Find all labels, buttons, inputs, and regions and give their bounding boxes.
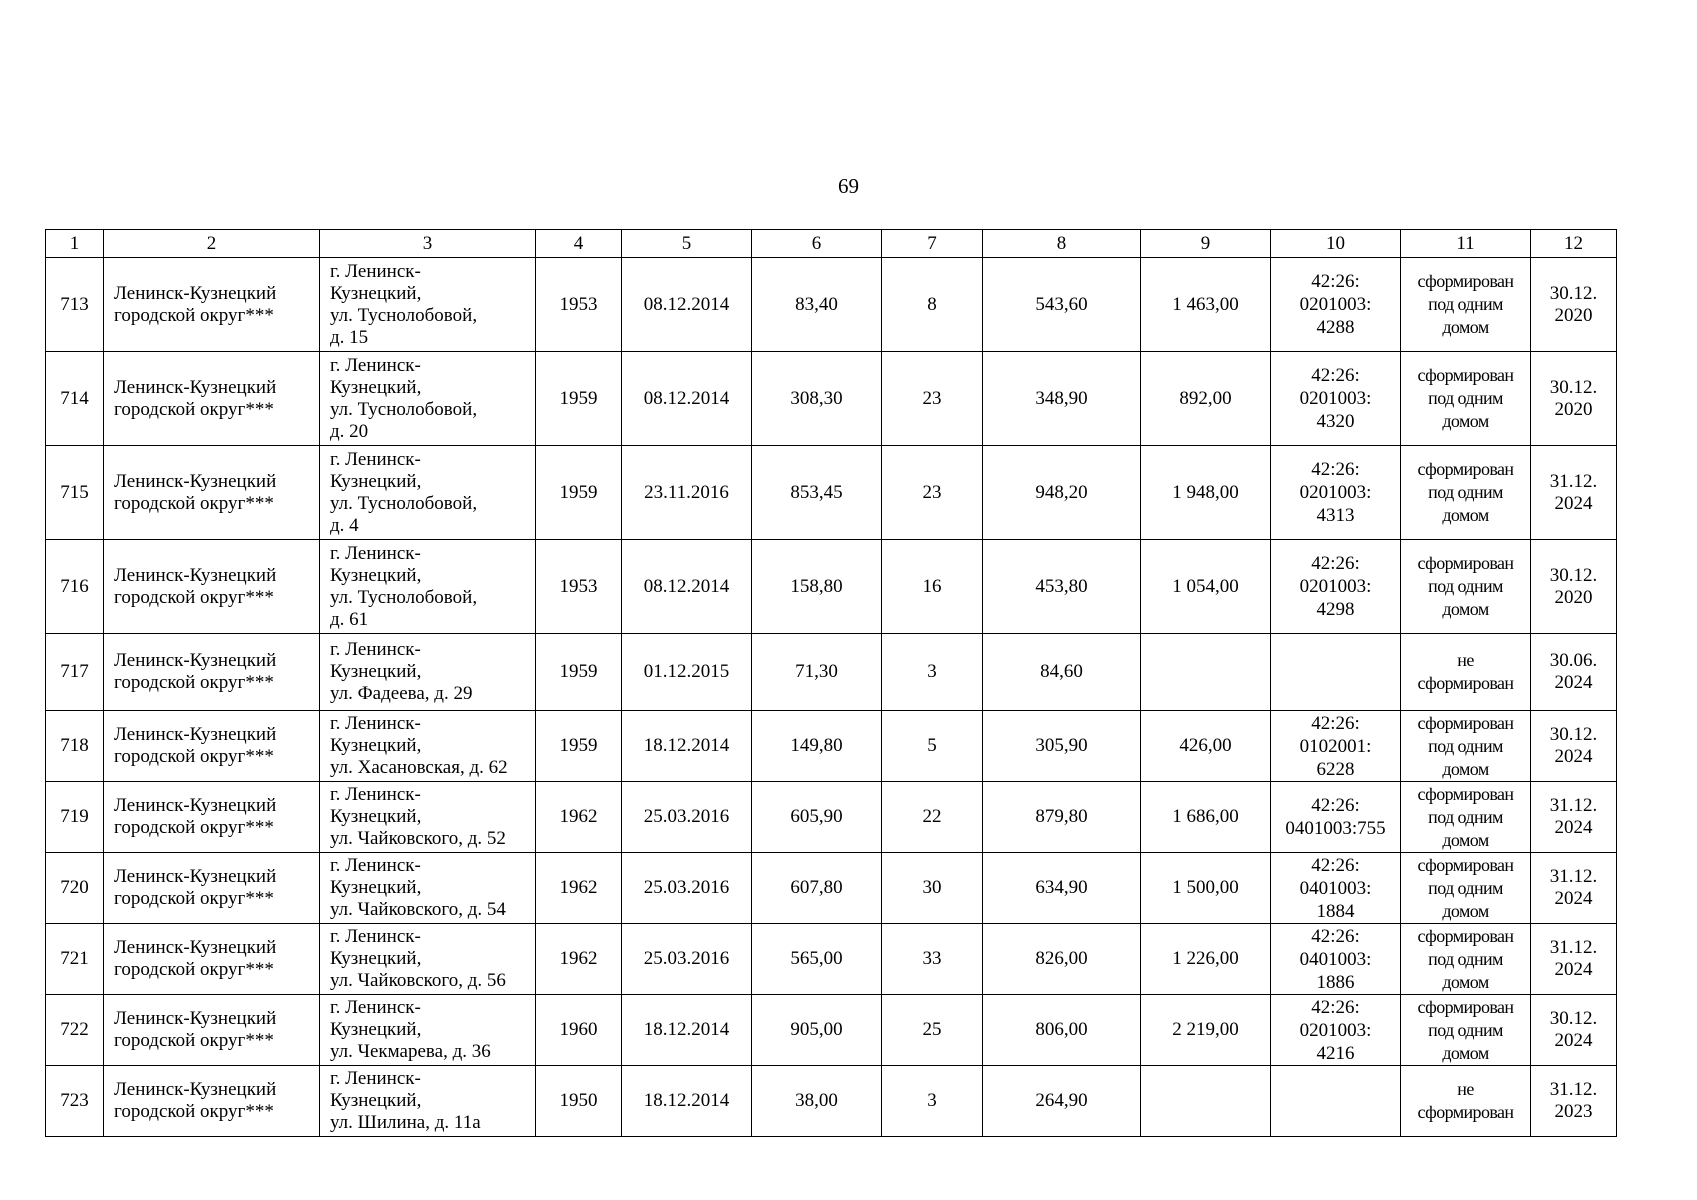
column-header: 9 <box>1141 230 1271 258</box>
deadline-line: 2024 <box>1554 492 1593 514</box>
address-line: д. 15 <box>330 326 369 348</box>
address-line: Кузнецкий, <box>330 806 422 827</box>
table-row <box>46 352 1617 446</box>
land-status-cell <box>1401 924 1531 995</box>
cadastral-line: 42:26: <box>1311 712 1360 734</box>
row-number-cell: 713 <box>46 258 104 352</box>
address-line: д. 4 <box>330 514 359 536</box>
date-cell: 25.03.2016 <box>622 853 752 924</box>
status-line: под одним <box>1428 948 1503 969</box>
status-line: сформирован <box>1417 459 1514 479</box>
address-line: ул. Туснолобовой, <box>330 304 478 326</box>
row-number-cell: 717 <box>46 634 104 711</box>
land-status-cell <box>1401 258 1531 352</box>
cadastral-line: 0201003: <box>1299 482 1372 503</box>
column-9-cell: 892,00 <box>1141 352 1271 446</box>
cadastral-number-cell <box>1271 782 1401 853</box>
municipality-line: Ленинск-Кузнецкий <box>114 937 277 958</box>
status-line: не <box>1457 650 1474 670</box>
address-line: г. Ленинск- <box>330 855 421 876</box>
municipality-line: городской округ*** <box>114 817 274 838</box>
cadastral-line: 0401003: <box>1299 948 1372 970</box>
row-number-cell: 723 <box>46 1066 104 1137</box>
deadline-line: 2020 <box>1554 398 1593 420</box>
date-cell: 18.12.2014 <box>622 1066 752 1137</box>
cadastral-number-cell <box>1271 446 1401 540</box>
status-line: сформирован <box>1417 365 1514 385</box>
column-7-cell: 23 <box>882 352 983 446</box>
column-8-cell: 634,90 <box>983 853 1141 924</box>
row-number-cell: 722 <box>46 995 104 1066</box>
address-cell <box>320 995 536 1066</box>
column-9-cell: 1 500,00 <box>1141 853 1271 924</box>
column-9-cell <box>1141 1066 1271 1137</box>
cadastral-number-cell <box>1271 711 1401 782</box>
municipality-line: Ленинск-Кузнецкий <box>114 650 277 671</box>
row-number-cell: 720 <box>46 853 104 924</box>
municipality-line: Ленинск-Кузнецкий <box>114 1079 277 1100</box>
deadline-cell <box>1531 446 1617 540</box>
land-status-cell <box>1401 352 1531 446</box>
column-9-cell: 426,00 <box>1141 711 1271 782</box>
status-line: под одним <box>1428 482 1503 502</box>
status-line: под одним <box>1428 294 1503 314</box>
date-cell: 18.12.2014 <box>622 995 752 1066</box>
deadline-cell <box>1531 352 1617 446</box>
deadline-line: 2024 <box>1554 888 1593 909</box>
address-line: г. Ленинск- <box>330 542 421 564</box>
table-row <box>46 1066 1617 1137</box>
address-line: ул. Туснолобовой, <box>330 492 478 514</box>
deadline-cell <box>1531 1066 1617 1137</box>
land-status-cell <box>1401 1066 1531 1137</box>
cadastral-number-cell <box>1271 634 1401 711</box>
cadastral-line: 0102001: <box>1299 735 1372 757</box>
cadastral-line: 42:26: <box>1311 925 1360 947</box>
deadline-line: 30.06. <box>1549 650 1598 671</box>
municipality-line: городской округ*** <box>114 586 274 608</box>
column-9-cell: 1 686,00 <box>1141 782 1271 853</box>
cadastral-line: 4313 <box>1316 505 1355 526</box>
column-9-cell <box>1141 634 1271 711</box>
year-cell: 1953 <box>536 258 622 352</box>
address-cell <box>320 446 536 540</box>
address-line: г. Ленинск- <box>330 639 421 660</box>
column-number-row <box>46 230 1617 258</box>
address-line: д. 61 <box>330 608 369 630</box>
row-number-cell: 721 <box>46 924 104 995</box>
column-header: 11 <box>1401 230 1531 258</box>
cadastral-line: 0201003: <box>1299 294 1372 315</box>
municipality-line: Ленинск-Кузнецкий <box>114 724 277 745</box>
municipality-line: городской округ*** <box>114 1030 274 1051</box>
municipality-line: Ленинск-Кузнецкий <box>114 470 277 492</box>
cadastral-line: 6228 <box>1316 758 1355 780</box>
deadline-line: 2020 <box>1554 304 1593 326</box>
column-6-cell: 607,80 <box>752 853 882 924</box>
column-8-cell: 264,90 <box>983 1066 1141 1137</box>
municipality-line: Ленинск-Кузнецкий <box>114 795 277 816</box>
year-cell: 1962 <box>536 782 622 853</box>
address-line: ул. Чайковского, д. 54 <box>330 899 506 920</box>
column-9-cell: 1 054,00 <box>1141 540 1271 634</box>
address-line: г. Ленинск- <box>330 926 421 947</box>
land-status-cell <box>1401 782 1531 853</box>
cadastral-line: 1884 <box>1316 900 1355 922</box>
column-8-cell: 543,60 <box>983 258 1141 352</box>
column-header: 7 <box>882 230 983 258</box>
address-line: Кузнецкий, <box>330 1090 422 1111</box>
deadline-line: 2020 <box>1554 586 1593 608</box>
municipality-cell <box>104 711 320 782</box>
cadastral-line: 0201003: <box>1299 388 1372 409</box>
address-line: г. Ленинск- <box>330 448 421 470</box>
column-8-cell: 948,20 <box>983 446 1141 540</box>
address-line: г. Ленинск- <box>330 354 421 376</box>
date-cell: 08.12.2014 <box>622 352 752 446</box>
address-line: г. Ленинск- <box>330 997 421 1018</box>
address-line: Кузнецкий, <box>330 948 422 969</box>
address-line: г. Ленинск- <box>330 260 421 282</box>
deadline-line: 31.12. <box>1549 795 1598 816</box>
column-header: 2 <box>104 230 320 258</box>
table-row <box>46 258 1617 352</box>
deadline-cell <box>1531 711 1617 782</box>
status-line: под одним <box>1428 388 1503 408</box>
column-7-cell: 23 <box>882 446 983 540</box>
status-line: под одним <box>1428 1019 1503 1040</box>
status-line: под одним <box>1428 576 1503 596</box>
cadastral-line: 0401003:755 <box>1285 818 1386 839</box>
row-number-cell: 715 <box>46 446 104 540</box>
address-line: ул. Туснолобовой, <box>330 586 478 608</box>
column-header: 10 <box>1271 230 1401 258</box>
municipality-line: городской округ*** <box>114 1101 274 1122</box>
date-cell: 01.12.2015 <box>622 634 752 711</box>
address-line: ул. Хасановская, д. 62 <box>330 757 508 778</box>
status-line: домом <box>1442 758 1489 779</box>
table-row <box>46 782 1617 853</box>
municipality-cell <box>104 995 320 1066</box>
address-cell <box>320 258 536 352</box>
address-line: г. Ленинск- <box>330 713 421 734</box>
column-6-cell: 149,80 <box>752 711 882 782</box>
cadastral-number-cell <box>1271 995 1401 1066</box>
year-cell: 1962 <box>536 853 622 924</box>
deadline-line: 30.12. <box>1549 724 1598 745</box>
address-cell <box>320 924 536 995</box>
cadastral-line: 42:26: <box>1311 271 1360 292</box>
cadastral-line: 4216 <box>1316 1042 1355 1064</box>
column-7-cell: 5 <box>882 711 983 782</box>
column-6-cell: 905,00 <box>752 995 882 1066</box>
municipality-cell <box>104 782 320 853</box>
land-status-cell <box>1401 711 1531 782</box>
municipality-cell <box>104 352 320 446</box>
deadline-line: 2024 <box>1554 672 1593 693</box>
year-cell: 1959 <box>536 711 622 782</box>
status-line: домом <box>1442 900 1489 921</box>
municipality-cell <box>104 446 320 540</box>
municipality-line: Ленинск-Кузнецкий <box>114 376 277 398</box>
column-8-cell: 453,80 <box>983 540 1141 634</box>
column-7-cell: 33 <box>882 924 983 995</box>
column-8-cell: 826,00 <box>983 924 1141 995</box>
table-row <box>46 853 1617 924</box>
address-cell <box>320 782 536 853</box>
column-6-cell: 83,40 <box>752 258 882 352</box>
column-header: 8 <box>983 230 1141 258</box>
municipality-line: Ленинск-Кузнецкий <box>114 1008 277 1029</box>
column-9-cell: 2 219,00 <box>1141 995 1271 1066</box>
deadline-cell <box>1531 540 1617 634</box>
status-line: сформирован <box>1417 1102 1514 1122</box>
column-6-cell: 853,45 <box>752 446 882 540</box>
municipality-line: городской округ*** <box>114 304 274 326</box>
cadastral-line: 4320 <box>1316 411 1355 432</box>
address-line: ул. Чайковского, д. 56 <box>330 970 506 991</box>
status-line: не <box>1457 1079 1474 1099</box>
table-row <box>46 634 1617 711</box>
municipality-cell <box>104 540 320 634</box>
cadastral-number-cell <box>1271 352 1401 446</box>
deadline-line: 2024 <box>1554 746 1593 767</box>
year-cell: 1959 <box>536 446 622 540</box>
address-line: Кузнецкий, <box>330 877 422 898</box>
deadline-line: 31.12. <box>1549 937 1598 958</box>
date-cell: 08.12.2014 <box>622 258 752 352</box>
cadastral-line: 1886 <box>1316 971 1355 993</box>
table-body <box>46 230 1617 1137</box>
column-9-cell: 1 463,00 <box>1141 258 1271 352</box>
housing-registry-table <box>45 229 1617 1137</box>
status-line: домом <box>1442 599 1489 619</box>
column-header: 1 <box>46 230 104 258</box>
year-cell: 1959 <box>536 634 622 711</box>
status-line: сформирован <box>1417 553 1514 573</box>
address-line: Кузнецкий, <box>330 735 422 756</box>
column-header: 12 <box>1531 230 1617 258</box>
municipality-line: городской округ*** <box>114 888 274 909</box>
deadline-line: 30.12. <box>1549 376 1598 398</box>
year-cell: 1959 <box>536 352 622 446</box>
column-7-cell: 25 <box>882 995 983 1066</box>
deadline-cell <box>1531 995 1617 1066</box>
date-cell: 25.03.2016 <box>622 924 752 995</box>
land-status-cell <box>1401 995 1531 1066</box>
status-line: домом <box>1442 1042 1489 1063</box>
municipality-line: городской округ*** <box>114 492 274 514</box>
column-9-cell: 1 948,00 <box>1141 446 1271 540</box>
cadastral-line: 42:26: <box>1311 365 1360 386</box>
address-line: Кузнецкий, <box>330 376 422 398</box>
deadline-cell <box>1531 853 1617 924</box>
cadastral-line: 0201003: <box>1299 576 1372 597</box>
land-status-cell <box>1401 540 1531 634</box>
year-cell: 1962 <box>536 924 622 995</box>
deadline-line: 31.12. <box>1549 470 1598 492</box>
status-line: домом <box>1442 971 1489 992</box>
column-7-cell: 8 <box>882 258 983 352</box>
column-9-cell: 1 226,00 <box>1141 924 1271 995</box>
column-6-cell: 38,00 <box>752 1066 882 1137</box>
column-6-cell: 565,00 <box>752 924 882 995</box>
status-line: сформирован <box>1417 854 1514 875</box>
table-row <box>46 924 1617 995</box>
cadastral-line: 42:26: <box>1311 795 1360 816</box>
address-line: ул. Чайковского, д. 52 <box>330 828 506 849</box>
date-cell: 08.12.2014 <box>622 540 752 634</box>
status-line: сформирован <box>1417 673 1514 693</box>
column-8-cell: 305,90 <box>983 711 1141 782</box>
cadastral-number-cell <box>1271 1066 1401 1137</box>
municipality-cell <box>104 853 320 924</box>
land-status-cell <box>1401 446 1531 540</box>
column-7-cell: 30 <box>882 853 983 924</box>
deadline-line: 30.12. <box>1549 282 1598 304</box>
land-status-cell <box>1401 853 1531 924</box>
table-row <box>46 540 1617 634</box>
municipality-line: Ленинск-Кузнецкий <box>114 564 277 586</box>
deadline-cell <box>1531 258 1617 352</box>
column-8-cell: 806,00 <box>983 995 1141 1066</box>
municipality-line: городской округ*** <box>114 746 274 767</box>
status-line: сформирован <box>1417 271 1514 291</box>
land-status-cell <box>1401 634 1531 711</box>
page-number: 69 <box>838 174 859 198</box>
address-line: ул. Чекмарева, д. 36 <box>330 1041 491 1062</box>
cadastral-line: 0201003: <box>1299 1019 1372 1041</box>
deadline-line: 30.12. <box>1549 1008 1598 1029</box>
row-number-cell: 716 <box>46 540 104 634</box>
column-8-cell: 879,80 <box>983 782 1141 853</box>
year-cell: 1953 <box>536 540 622 634</box>
cadastral-line: 42:26: <box>1311 553 1360 574</box>
year-cell: 1960 <box>536 995 622 1066</box>
address-line: г. Ленинск- <box>330 784 421 805</box>
column-8-cell: 84,60 <box>983 634 1141 711</box>
cadastral-number-cell <box>1271 924 1401 995</box>
status-line: домом <box>1442 829 1489 850</box>
cadastral-number-cell <box>1271 258 1401 352</box>
municipality-cell <box>104 1066 320 1137</box>
address-line: Кузнецкий, <box>330 661 422 682</box>
address-line: ул. Шилина, д. 11а <box>330 1112 481 1133</box>
address-line: д. 20 <box>330 420 369 442</box>
table-row <box>46 446 1617 540</box>
cadastral-number-cell <box>1271 540 1401 634</box>
column-7-cell: 3 <box>882 634 983 711</box>
column-7-cell: 3 <box>882 1066 983 1137</box>
deadline-line: 2024 <box>1554 1030 1593 1051</box>
municipality-cell <box>104 634 320 711</box>
cadastral-line: 42:26: <box>1311 854 1360 876</box>
column-6-cell: 605,90 <box>752 782 882 853</box>
column-header: 4 <box>536 230 622 258</box>
address-line: Кузнецкий, <box>330 282 422 304</box>
address-line: г. Ленинск- <box>330 1068 421 1089</box>
cadastral-number-cell <box>1271 853 1401 924</box>
status-line: сформирован <box>1417 712 1514 733</box>
cadastral-line: 42:26: <box>1311 459 1360 480</box>
address-cell <box>320 711 536 782</box>
cadastral-line: 42:26: <box>1311 996 1360 1018</box>
address-line: ул. Фадеева, д. 29 <box>330 683 473 704</box>
status-line: домом <box>1442 505 1489 525</box>
column-header: 6 <box>752 230 882 258</box>
column-6-cell: 158,80 <box>752 540 882 634</box>
deadline-cell <box>1531 782 1617 853</box>
address-cell <box>320 540 536 634</box>
year-cell: 1950 <box>536 1066 622 1137</box>
address-line: Кузнецкий, <box>330 470 422 492</box>
deadline-cell <box>1531 634 1617 711</box>
address-line: Кузнецкий, <box>330 1019 422 1040</box>
status-line: под одним <box>1428 877 1503 898</box>
municipality-cell <box>104 924 320 995</box>
column-6-cell: 71,30 <box>752 634 882 711</box>
column-header: 5 <box>622 230 752 258</box>
address-cell <box>320 853 536 924</box>
status-line: домом <box>1442 317 1489 337</box>
deadline-line: 2024 <box>1554 959 1593 980</box>
date-cell: 18.12.2014 <box>622 711 752 782</box>
deadline-line: 30.12. <box>1549 564 1598 586</box>
column-header: 3 <box>320 230 536 258</box>
deadline-line: 2023 <box>1554 1101 1593 1122</box>
municipality-line: городской округ*** <box>114 672 274 693</box>
column-7-cell: 22 <box>882 782 983 853</box>
municipality-line: городской округ*** <box>114 398 274 420</box>
date-cell: 25.03.2016 <box>622 782 752 853</box>
row-number-cell: 714 <box>46 352 104 446</box>
table-row <box>46 995 1617 1066</box>
column-7-cell: 16 <box>882 540 983 634</box>
municipality-line: Ленинск-Кузнецкий <box>114 282 277 304</box>
row-number-cell: 718 <box>46 711 104 782</box>
address-cell <box>320 634 536 711</box>
municipality-cell <box>104 258 320 352</box>
date-cell: 23.11.2016 <box>622 446 752 540</box>
status-line: сформирован <box>1417 783 1514 804</box>
deadline-cell <box>1531 924 1617 995</box>
cadastral-line: 4288 <box>1316 317 1355 338</box>
deadline-line: 31.12. <box>1549 866 1598 887</box>
column-6-cell: 308,30 <box>752 352 882 446</box>
status-line: сформирован <box>1417 925 1514 946</box>
deadline-line: 2024 <box>1554 817 1593 838</box>
cadastral-line: 4298 <box>1316 599 1355 620</box>
table-row <box>46 711 1617 782</box>
address-line: Кузнецкий, <box>330 564 422 586</box>
municipality-line: городской округ*** <box>114 959 274 980</box>
column-8-cell: 348,90 <box>983 352 1141 446</box>
address-cell <box>320 1066 536 1137</box>
municipality-line: Ленинск-Кузнецкий <box>114 866 277 887</box>
cadastral-line: 0401003: <box>1299 877 1372 899</box>
deadline-line: 31.12. <box>1549 1079 1598 1100</box>
address-line: ул. Туснолобовой, <box>330 398 478 420</box>
status-line: под одним <box>1428 735 1503 756</box>
address-cell <box>320 352 536 446</box>
status-line: домом <box>1442 411 1489 431</box>
status-line: под одним <box>1428 806 1503 827</box>
status-line: сформирован <box>1417 996 1514 1017</box>
row-number-cell: 719 <box>46 782 104 853</box>
